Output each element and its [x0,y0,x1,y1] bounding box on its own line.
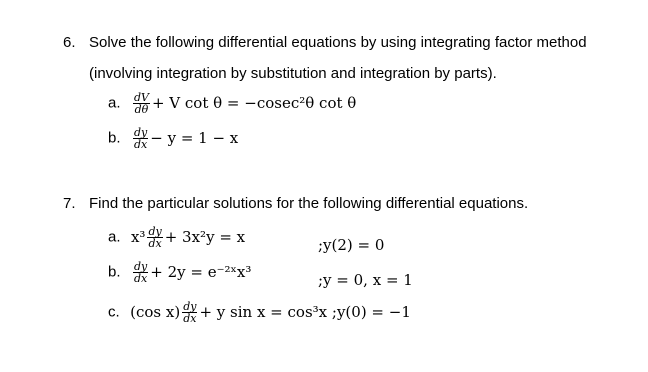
question-6b-derivative: $\frac{dy}{dx}$ [133,126,148,151]
question-6b [108,127,238,150]
question-7a [108,226,245,249]
question-6-line-2: (involving integration by substitution and integration by parts). [89,65,497,82]
question-6a-label: a. [108,94,121,112]
question-6b-label: b. [108,129,121,147]
question-7a-prefix: x³ [130,227,146,246]
question-7c-label: c. [108,303,120,321]
question-6a-equation: + V cot θ = −cosec²θ cot θ [151,93,357,112]
question-7b [108,261,251,284]
question-7b-derivative: $\frac{dy}{dx}$ [133,260,148,285]
question-7c-derivative: $\frac{dy}{dx}$ [183,300,197,325]
question-6b-equation: − y = 1 − x [150,128,239,147]
question-7-line-1: Find the particular solutions for the following differential equations. [89,195,529,212]
question-7b-equation: + 2y = e⁻²ˣx³ [150,262,252,281]
question-7a-derivative: $\frac{dy}{dx}$ [148,225,162,250]
question-7c-equation: + y sin x = cos³x ;y(0) = −1 [199,302,411,321]
question-6a [108,92,356,115]
question-7a-label: a. [108,228,121,246]
question-6a-derivative: $\frac{dV}{d\theta}$ [133,91,149,116]
question-7b-condition: ;y = 0, x = 1 [318,271,413,289]
question-7a-condition: ;y(2) = 0 [318,236,385,254]
question-6-line-1: Solve the following differential equations by using integrating factor method [89,34,587,51]
question-7-number: 7. [63,195,76,212]
question-6-number: 6. [63,34,76,51]
question-7c [108,301,411,324]
question-7c-prefix: (cos x) [130,302,181,321]
question-7a-equation: + 3x²y = x [164,227,246,246]
question-7b-label: b. [108,263,121,281]
